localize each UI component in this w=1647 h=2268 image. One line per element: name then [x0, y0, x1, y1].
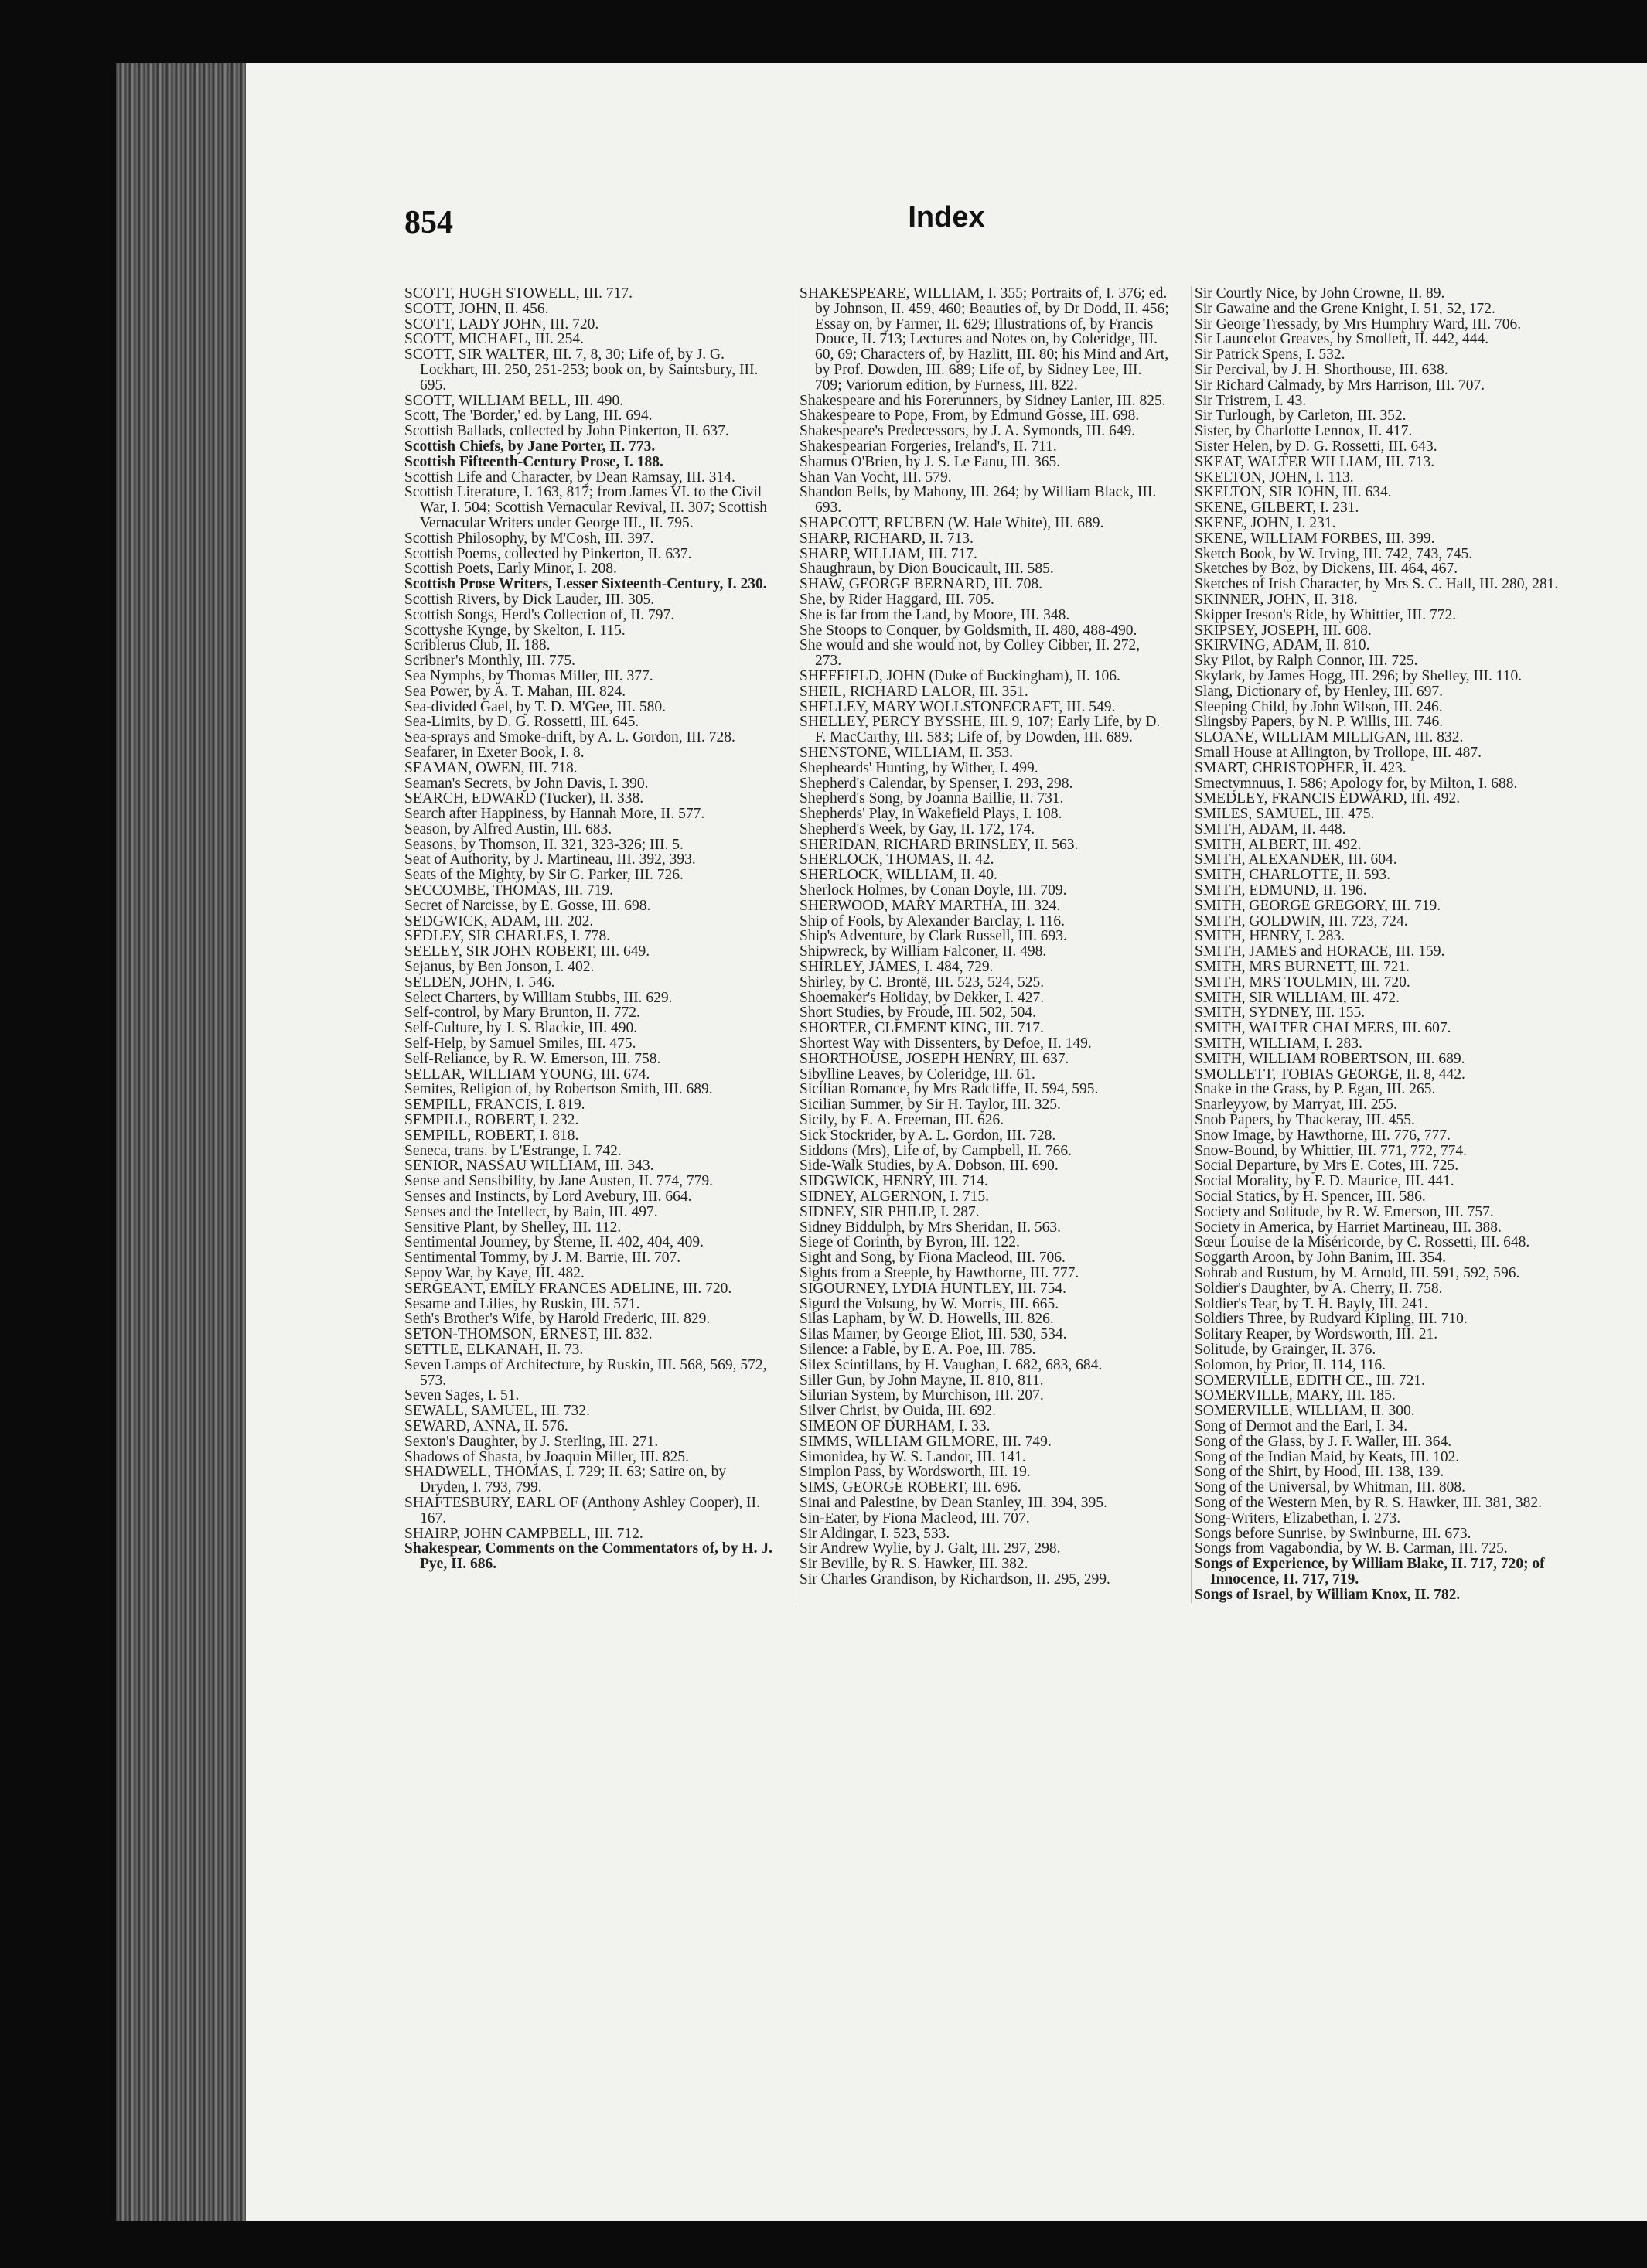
- index-entry: Self-Culture, by J. S. Blackie, III. 490.: [404, 1020, 638, 1037]
- index-entry: Seaman's Secrets, by John Davis, I. 390.: [404, 775, 649, 792]
- index-entry: Scottish Fifteenth-Century Prose, I. 188.: [404, 453, 663, 470]
- index-entry: SHAW, GEORGE BERNARD, III. 708.: [800, 576, 1043, 593]
- index-entry: SEMPILL, ROBERT, I. 232.: [404, 1112, 579, 1129]
- index-entry: Snow-Bound, by Whittier, III. 771, 772, 774.: [1195, 1142, 1467, 1159]
- index-entry: Sketches of Irish Character, by Mrs S. C. Hall, III. 280, 281.: [1195, 576, 1559, 593]
- index-entry: She would and she would not, by Colley Cibber, II. 272, 273.: [800, 637, 1141, 670]
- index-entry: Siller Gun, by John Mayne, II. 810, 811.: [800, 1372, 1044, 1389]
- index-entry: SIDGWICK, HENRY, III. 714.: [800, 1173, 988, 1190]
- index-entry: Snow Image, by Hawthorne, III. 776, 777.: [1195, 1127, 1451, 1144]
- index-entry: Senses and the Intellect, by Bain, III. 497.: [404, 1203, 658, 1220]
- index-entry: Shepherd's Week, by Gay, II. 172, 174.: [800, 820, 1035, 837]
- index-entry: Sicilian Summer, by Sir H. Taylor, III. 325.: [800, 1096, 1061, 1114]
- index-entry: Sinai and Palestine, by Dean Stanley, III. 394, 395.: [800, 1494, 1107, 1511]
- index-entry: SHARP, WILLIAM, III. 717.: [800, 545, 977, 562]
- index-entry: Scottish Songs, Herd's Collection of, II. 797.: [404, 606, 675, 623]
- index-entry: Shakespear, Comments on the Commentators of, by H. J. Pye, II. 686.: [404, 1540, 772, 1573]
- index-entry: Silver Christ, by Ouida, III. 692.: [800, 1403, 997, 1420]
- index-entry: Seat of Authority, by J. Martineau, III. 392, 393.: [404, 851, 696, 868]
- index-entry: Sicilian Romance, by Mrs Radcliffe, II. 594, 595.: [800, 1081, 1099, 1098]
- index-entry: SIMMS, WILLIAM GILMORE, III. 749.: [800, 1433, 1052, 1450]
- index-entry: SMITH, ALEXANDER, III. 604.: [1195, 851, 1397, 868]
- index-entry: SHERWOOD, MARY MARTHA, III. 324.: [800, 897, 1061, 914]
- index-entry: Sister Helen, by D. G. Rossetti, III. 643.: [1195, 438, 1437, 455]
- index-entry: SHEIL, RICHARD LALOR, III. 351.: [800, 683, 1028, 700]
- index-entry: SEDGWICK, ADAM, III. 202.: [404, 912, 594, 929]
- index-entry: Sleeping Child, by John Wilson, III. 246.: [1195, 698, 1443, 715]
- index-entry: Sense and Sensibility, by Jane Austen, II. 774, 779.: [404, 1173, 713, 1190]
- index-entry: SKENE, WILLIAM FORBES, III. 399.: [1195, 530, 1435, 547]
- index-entry: Sea-Limits, by D. G. Rossetti, III. 645.: [404, 714, 639, 731]
- index-entry: Solitary Reaper, by Wordsworth, III. 21.: [1195, 1326, 1438, 1343]
- index-entry: Siddons (Mrs), Life of, by Campbell, II. 766.: [800, 1142, 1072, 1159]
- index-entry: SEMPILL, ROBERT, I. 818.: [404, 1127, 579, 1144]
- index-entry: She is far from the Land, by Moore, III. 348.: [800, 606, 1070, 623]
- index-entry: Song of the Shirt, by Hood, III. 138, 139.: [1195, 1464, 1444, 1481]
- index-entry: SEELEY, SIR JOHN ROBERT, III. 649.: [404, 943, 650, 960]
- index-entry: SOMERVILLE, MARY, III. 185.: [1195, 1387, 1396, 1404]
- index-entry: Song of the Western Men, by R. S. Hawker, III. 381, 382.: [1195, 1494, 1542, 1511]
- index-entry: SMITH, ADAM, II. 448.: [1195, 820, 1346, 837]
- index-entry: Silas Marner, by George Eliot, III. 530, 534.: [800, 1326, 1067, 1343]
- index-entry: SKIRVING, ADAM, II. 810.: [1195, 637, 1370, 654]
- index-page: [246, 63, 1647, 2221]
- index-entry: She Stoops to Conquer, by Goldsmith, II. 480, 488-490.: [800, 622, 1137, 639]
- index-entry: Shirley, by C. Brontë, III. 523, 524, 525.: [800, 974, 1045, 991]
- index-entry: Sensitive Plant, by Shelley, III. 112.: [404, 1219, 622, 1236]
- index-entry: Sin-Eater, by Fiona Macleod, III. 707.: [800, 1509, 1030, 1526]
- index-entry: SMITH, HENRY, I. 283.: [1195, 928, 1345, 945]
- index-column-3: [1191, 286, 1564, 1603]
- index-entry: Sea Nymphs, by Thomas Miller, III. 377.: [404, 667, 653, 684]
- index-entry: Self-Help, by Samuel Smiles, III. 475.: [404, 1035, 636, 1052]
- index-entry: Select Charters, by William Stubbs, III. 629.: [404, 989, 673, 1006]
- index-entry: Sea-divided Gael, by T. D. M'Gee, III. 580.: [404, 698, 666, 715]
- index-entry: SIMS, GEORGE ROBERT, III. 696.: [800, 1479, 1021, 1496]
- index-entry: Shipwreck, by William Falconer, II. 498.: [800, 943, 1047, 960]
- index-entry: SHERLOCK, THOMAS, II. 42.: [800, 851, 994, 868]
- index-entry: Seasons, by Thomson, II. 321, 323-326; III. 5.: [404, 836, 684, 853]
- index-entry: Senses and Instincts, by Lord Avebury, III. 664.: [404, 1189, 692, 1206]
- index-entry: She, by Rider Haggard, III. 705.: [800, 591, 994, 608]
- index-column-2: [796, 286, 1169, 1603]
- index-entry: Soldier's Daughter, by A. Cherry, II. 758.: [1195, 1280, 1443, 1297]
- index-entry: Sketches by Boz, by Dickens, III. 464, 467.: [1195, 561, 1458, 578]
- index-entry: SMITH, WILLIAM, I. 283.: [1195, 1035, 1362, 1052]
- index-entry: SELDEN, JOHN, I. 546.: [404, 974, 555, 991]
- index-entry: Scriblerus Club, II. 188.: [404, 637, 551, 654]
- index-entry: SHEFFIELD, JOHN (Duke of Buckingham), II. 106.: [800, 667, 1120, 684]
- index-entry: Sesame and Lilies, by Ruskin, III. 571.: [404, 1295, 640, 1312]
- index-entry: SKENE, GILBERT, I. 231.: [1195, 500, 1359, 517]
- index-entry: Sir Patrick Spens, I. 532.: [1195, 346, 1345, 363]
- index-entry: SHAPCOTT, REUBEN (W. Hale White), III. 689.: [800, 514, 1104, 531]
- index-entry: Society in America, by Harriet Martineau, III. 388.: [1195, 1219, 1502, 1236]
- index-entry: Shandon Bells, by Mahony, III. 264; by William Black, III. 693.: [800, 484, 1157, 517]
- index-entry: Seneca, trans. by L'Estrange, I. 742.: [404, 1142, 622, 1159]
- index-entry: Self-Reliance, by R. W. Emerson, III. 758.: [404, 1050, 661, 1067]
- index-entry: Scribner's Monthly, III. 775.: [404, 653, 576, 670]
- index-entry: Scottish Philosophy, by M'Cosh, III. 397.: [404, 530, 654, 547]
- index-entry: SLOANE, WILLIAM MILLIGAN, III. 832.: [1195, 729, 1464, 746]
- index-entry: Sir Charles Grandison, by Richardson, II. 295, 299.: [800, 1571, 1110, 1588]
- index-entry: Shakespearian Forgeries, Ireland's, II. 711.: [800, 438, 1057, 455]
- index-entry: SEMPILL, FRANCIS, I. 819.: [404, 1096, 585, 1114]
- index-entry: Sir Tristrem, I. 43.: [1195, 392, 1307, 409]
- index-entry: SMITH, MRS TOULMIN, III. 720.: [1195, 974, 1410, 991]
- index-entry: Seven Sages, I. 51.: [404, 1387, 520, 1404]
- index-entry: SHORTHOUSE, JOSEPH HENRY, III. 637.: [800, 1050, 1069, 1067]
- index-entry: Siege of Corinth, by Byron, III. 122.: [800, 1234, 1020, 1251]
- index-entry: SKINNER, JOHN, II. 318.: [1195, 591, 1358, 608]
- index-entry: Seafarer, in Exeter Book, I. 8.: [404, 744, 585, 761]
- index-entry: Sister, by Charlotte Lennox, II. 417.: [1195, 423, 1413, 440]
- index-entry: SHORTER, CLEMENT KING, III. 717.: [800, 1020, 1044, 1037]
- index-entry: SEWARD, ANNA, II. 576.: [404, 1417, 568, 1434]
- index-entry: SKELTON, SIR JOHN, III. 634.: [1195, 484, 1392, 501]
- index-entry: Shakespeare to Pope, From, by Edmund Gosse, III. 698.: [800, 408, 1140, 425]
- index-entry: SIGOURNEY, LYDIA HUNTLEY, III. 754.: [800, 1280, 1067, 1297]
- index-entry: SERGEANT, EMILY FRANCES ADELINE, III. 720.: [404, 1280, 732, 1297]
- index-entry: Sir Turlough, by Carleton, III. 352.: [1195, 408, 1407, 425]
- index-entry: Scott, The 'Border,' ed. by Lang, III. 694.: [404, 408, 653, 425]
- index-entry: Snarleyyow, by Marryat, III. 255.: [1195, 1096, 1397, 1114]
- index-entry: Sejanus, by Ben Jonson, I. 402.: [404, 959, 595, 976]
- index-entry: SCOTT, JOHN, II. 456.: [404, 300, 549, 317]
- index-entry: Songs of Israel, by William Knox, II. 782.: [1195, 1586, 1461, 1603]
- index-entry: Sea-sprays and Smoke-drift, by A. L. Gordon, III. 728.: [404, 729, 735, 746]
- index-entry: SCOTT, WILLIAM BELL, III. 490.: [404, 392, 624, 409]
- index-entry: SHAFTESBURY, EARL OF (Anthony Ashley Cooper), II. 167.: [404, 1494, 760, 1526]
- index-entry: SHIRLEY, JAMES, I. 484, 729.: [800, 959, 994, 976]
- index-entry: Soldier's Tear, by T. H. Bayly, III. 241.: [1195, 1295, 1428, 1312]
- index-entry: Sketch Book, by W. Irving, III. 742, 743, 745.: [1195, 545, 1473, 562]
- index-entry: SMITH, WILLIAM ROBERTSON, III. 689.: [1195, 1050, 1465, 1067]
- index-entry: SMITH, SIR WILLIAM, III. 472.: [1195, 989, 1400, 1006]
- book-page-edge: [116, 63, 247, 2221]
- index-entry: Silex Scintillans, by H. Vaughan, I. 682, 683, 684.: [800, 1356, 1103, 1373]
- index-entry: Ship of Fools, by Alexander Barclay, I. 116.: [800, 912, 1066, 929]
- index-entry: Seven Lamps of Architecture, by Ruskin, III. 568, 569, 572, 573.: [404, 1356, 767, 1389]
- index-entry: Sir Andrew Wylie, by J. Galt, III. 297, 298.: [800, 1540, 1061, 1557]
- index-entry: SIDNEY, SIR PHILIP, I. 287.: [800, 1203, 980, 1220]
- index-entry: Sidney Biddulph, by Mrs Sheridan, II. 563.: [800, 1219, 1061, 1236]
- index-entry: Sir Courtly Nice, by John Crowne, II. 89.: [1195, 285, 1445, 302]
- index-entry: Sir Richard Calmady, by Mrs Harrison, III. 707.: [1195, 377, 1485, 394]
- index-entry: Song of the Universal, by Whitman, III. 808.: [1195, 1479, 1466, 1496]
- index-entry: Silurian System, by Murchison, III. 207.: [800, 1387, 1044, 1404]
- index-entry: Simplon Pass, by Wordsworth, III. 19.: [800, 1464, 1031, 1481]
- index-entry: SETON-THOMSON, ERNEST, III. 832.: [404, 1326, 653, 1343]
- index-entry: SHELLEY, PERCY BYSSHE, III. 9, 107; Early Life, by D. F. MacCarthy, III. 583; Life of, by Dowden, III. 689.: [800, 714, 1161, 746]
- index-entry: Sicily, by E. A. Freeman, III. 626.: [800, 1112, 1004, 1129]
- index-entry: Sohrab and Rustum, by M. Arnold, III. 591, 592, 596.: [1195, 1265, 1520, 1281]
- index-entry: SMEDLEY, FRANCIS EDWARD, III. 492.: [1195, 790, 1461, 807]
- index-entry: Sepoy War, by Kaye, III. 482.: [404, 1265, 585, 1281]
- index-entry: Seth's Brother's Wife, by Harold Frederic, III. 829.: [404, 1311, 711, 1328]
- index-entry: SHERLOCK, WILLIAM, II. 40.: [800, 867, 997, 884]
- index-entry: Silas Lapham, by W. D. Howells, III. 826.: [800, 1311, 1054, 1328]
- index-entry: Scottish Poets, Early Minor, I. 208.: [404, 561, 617, 578]
- index-entry: Scottyshe Kynge, by Skelton, I. 115.: [404, 622, 626, 639]
- index-entry: Side-Walk Studies, by A. Dobson, III. 690.: [800, 1158, 1059, 1175]
- index-entry: SHARP, RICHARD, II. 713.: [800, 530, 974, 547]
- index-entry: SECCOMBE, THOMAS, III. 719.: [404, 882, 613, 899]
- index-entry: SKEAT, WALTER WILLIAM, III. 713.: [1195, 453, 1435, 470]
- index-entry: Slang, Dictionary of, by Henley, III. 697.: [1195, 683, 1443, 700]
- index-entry: Social Statics, by H. Spencer, III. 586.: [1195, 1189, 1426, 1206]
- index-entry: Songs before Sunrise, by Swinburne, III. 673.: [1195, 1525, 1471, 1542]
- index-entry: Sigurd the Volsung, by W. Morris, III. 665.: [800, 1295, 1059, 1312]
- index-entry: Songs from Vagabondia, by W. B. Carman, III. 725.: [1195, 1540, 1508, 1557]
- index-entry: Shepherds' Play, in Wakefield Plays, I. 108.: [800, 806, 1062, 823]
- index-entry: Scottish Ballads, collected by John Pinkerton, II. 637.: [404, 423, 729, 440]
- index-entry: Scottish Prose Writers, Lesser Sixteenth-Century, I. 230.: [404, 576, 767, 593]
- index-entry: SMITH, WALTER CHALMERS, III. 607.: [1195, 1020, 1451, 1037]
- index-entry: Shadows of Shasta, by Joaquin Miller, III. 825.: [404, 1448, 690, 1465]
- index-entry: SHAKESPEARE, WILLIAM, I. 355; Portraits of, I. 376; ed. by Johnson, II. 459, 460; Beauties of, by Dr Dodd, II. 456; Essay on, by Farmer, II. 629; Illustrations of, by Francis Douce, II. 713; Lectures and Notes on, by Coleridge, III. 60, 69; Characters of, by Hazlitt, III. 80; his Mind and Art, by Prof. Dowden, III. 689; Life of, by Sidney Lee, III. 709; Variorum edition, by Furness, III. 822.: [800, 285, 1169, 394]
- index-entry: Solitude, by Grainger, II. 376.: [1195, 1341, 1376, 1358]
- index-entry: Sir Gawaine and the Grene Knight, I. 51, 52, 172.: [1195, 300, 1495, 317]
- index-entry: Social Departure, by Mrs E. Cotes, III. 725.: [1195, 1158, 1459, 1175]
- index-entry: Scottish Life and Character, by Dean Ramsay, III. 314.: [404, 469, 735, 486]
- index-entry: SEWALL, SAMUEL, III. 732.: [404, 1403, 590, 1420]
- index-entry: Sir Launcelot Greaves, by Smollett, II. 442, 444.: [1195, 331, 1489, 348]
- index-entry: Soggarth Aroon, by John Banim, III. 354.: [1195, 1250, 1446, 1267]
- index-entry: Season, by Alfred Austin, III. 683.: [404, 820, 612, 837]
- index-entry: SMITH, ALBERT, III. 492.: [1195, 836, 1362, 853]
- index-entry: Scottish Poems, collected by Pinkerton, II. 637.: [404, 545, 692, 562]
- index-entry: Simonidea, by W. S. Landor, III. 141.: [800, 1448, 1026, 1465]
- index-entry: Seats of the Mighty, by Sir G. Parker, III. 726.: [404, 867, 684, 884]
- index-entry: Shepheards' Hunting, by Wither, I. 499.: [800, 759, 1038, 776]
- index-entry: Sky Pilot, by Ralph Connor, III. 725.: [1195, 653, 1418, 670]
- index-entry: SELLAR, WILLIAM YOUNG, III. 674.: [404, 1066, 650, 1083]
- index-entry: Song of the Indian Maid, by Keats, III. 102.: [1195, 1448, 1460, 1465]
- index-entry: SIMEON OF DURHAM, I. 33.: [800, 1417, 991, 1434]
- index-entry: SCOTT, HUGH STOWELL, III. 717.: [404, 285, 633, 302]
- index-entry: Shakespeare's Predecessors, by J. A. Symonds, III. 649.: [800, 423, 1136, 440]
- index-entry: Soldiers Three, by Rudyard Kipling, III. 710.: [1195, 1311, 1468, 1328]
- index-entry: SCOTT, LADY JOHN, III. 720.: [404, 315, 599, 333]
- index-entry: Slingsby Papers, by N. P. Willis, III. 746.: [1195, 714, 1444, 731]
- index-entry: Skylark, by James Hogg, III. 296; by Shelley, III. 110.: [1195, 667, 1523, 684]
- index-entry: Short Studies, by Froude, III. 502, 504.: [800, 1004, 1037, 1021]
- index-entry: Sir Aldingar, I. 523, 533.: [800, 1525, 950, 1542]
- index-entry: Sœur Louise de la Miséricorde, by C. Rossetti, III. 648.: [1195, 1234, 1530, 1251]
- index-entry: Sentimental Journey, by Sterne, II. 402, 404, 409.: [404, 1234, 704, 1251]
- index-entry: Sight and Song, by Fiona Macleod, III. 706.: [800, 1250, 1066, 1267]
- index-entry: Shoemaker's Holiday, by Dekker, I. 427.: [800, 989, 1045, 1006]
- index-entry: SMITH, MRS BURNETT, III. 721.: [1195, 959, 1410, 976]
- index-entry: Sentimental Tommy, by J. M. Barrie, III. 707.: [404, 1250, 681, 1267]
- index-entry: SHERIDAN, RICHARD BRINSLEY, II. 563.: [800, 836, 1079, 853]
- index-entry: SMITH, EDMUND, II. 196.: [1195, 882, 1367, 899]
- index-entry: Solomon, by Prior, II. 114, 116.: [1195, 1356, 1386, 1373]
- index-entry: Sir George Tressady, by Mrs Humphry Ward, III. 706.: [1195, 315, 1522, 333]
- index-entry: Song-Writers, Elizabethan, I. 273.: [1195, 1509, 1401, 1526]
- index-entry: Small House at Allington, by Trollope, III. 487.: [1195, 744, 1482, 761]
- index-entry: SEAMAN, OWEN, III. 718.: [404, 759, 578, 776]
- index-entry: SOMERVILLE, EDITH CE., III. 721.: [1195, 1372, 1425, 1389]
- page-number: 854: [404, 205, 453, 240]
- index-entry: Shan Van Vocht, III. 579.: [800, 469, 952, 486]
- index-entry: SMITH, JAMES and HORACE, III. 159.: [1195, 943, 1445, 960]
- index-entry: SMOLLETT, TOBIAS GEORGE, II. 8, 442.: [1195, 1066, 1465, 1083]
- index-entry: SKELTON, JOHN, I. 113.: [1195, 469, 1354, 486]
- index-entry: SKIPSEY, JOSEPH, III. 608.: [1195, 622, 1372, 639]
- index-entry: Song of the Glass, by J. F. Waller, III. 364.: [1195, 1433, 1452, 1450]
- index-entry: Sherlock Holmes, by Conan Doyle, III. 709.: [800, 882, 1067, 899]
- index-entry: Shakespeare and his Forerunners, by Sidney Lanier, III. 825.: [800, 392, 1166, 409]
- index-entry: Society and Solitude, by R. W. Emerson, III. 757.: [1195, 1203, 1494, 1220]
- index-entry: SENIOR, NASSAU WILLIAM, III. 343.: [404, 1158, 654, 1175]
- index-entry: Shepherd's Calendar, by Spenser, I. 293, 298.: [800, 775, 1073, 792]
- index-entry: SEDLEY, SIR CHARLES, I. 778.: [404, 928, 611, 945]
- index-entry: Shortest Way with Dissenters, by Defoe, II. 149.: [800, 1035, 1092, 1052]
- index-entry: SHENSTONE, WILLIAM, II. 353.: [800, 744, 1014, 761]
- index-entry: Sibylline Leaves, by Coleridge, III. 61.: [800, 1066, 1035, 1083]
- index-entry: Smectymnuus, I. 586; Apology for, by Milton, I. 688.: [1195, 775, 1518, 792]
- index-entry: Scottish Rivers, by Dick Lauder, III. 305.: [404, 591, 655, 608]
- index-entry: Snake in the Grass, by P. Egan, III. 265.: [1195, 1081, 1436, 1098]
- index-entry: SHELLEY, MARY WOLLSTONECRAFT, III. 549.: [800, 698, 1116, 715]
- index-entry: Shaughraun, by Dion Boucicault, III. 585.: [800, 561, 1054, 578]
- index-entry: Songs of Experience, by William Blake, II. 717, 720; of Innocence, II. 717, 719.: [1195, 1556, 1545, 1588]
- index-entry: SHADWELL, THOMAS, I. 729; II. 63; Satire on, by Dryden, I. 793, 799.: [404, 1464, 727, 1496]
- index-entry: Sights from a Steeple, by Hawthorne, III. 777.: [800, 1265, 1079, 1281]
- index-entry: Song of Dermot and the Earl, I. 34.: [1195, 1417, 1408, 1434]
- index-entry: Self-control, by Mary Brunton, II. 772.: [404, 1004, 640, 1021]
- index-entry: SMITH, GOLDWIN, III. 723, 724.: [1195, 912, 1408, 929]
- page-title: Index: [908, 201, 985, 234]
- index-entry: Search after Happiness, by Hannah More, II. 577.: [404, 806, 705, 823]
- index-entry: Semites, Religion of, by Robertson Smith, III. 689.: [404, 1081, 713, 1098]
- index-entry: Sexton's Daughter, by J. Sterling, III. 271.: [404, 1433, 659, 1450]
- index-entry: SMART, CHRISTOPHER, II. 423.: [1195, 759, 1407, 776]
- index-entry: SKENE, JOHN, I. 231.: [1195, 514, 1336, 531]
- index-entry: SETTLE, ELKANAH, II. 73.: [404, 1341, 584, 1358]
- index-entry: SMITH, GEORGE GREGORY, III. 719.: [1195, 897, 1441, 914]
- index-entry: Scottish Literature, I. 163, 817; from James VI. to the Civil War, I. 504; Scottish Vernacular Revival, II. 307; Scottish Vernacular Writers under George III., II. 795.: [404, 484, 767, 531]
- index-entry: Shamus O'Brien, by J. S. Le Fanu, III. 365.: [800, 453, 1061, 470]
- index-entry: Sea Power, by A. T. Mahan, III. 824.: [404, 683, 626, 700]
- index-entry: SMILES, SAMUEL, III. 475.: [1195, 806, 1375, 823]
- index-entry: SHAIRP, JOHN CAMPBELL, III. 712.: [404, 1525, 643, 1542]
- index-columns: [404, 286, 1564, 1603]
- index-entry: Sick Stockrider, by A. L. Gordon, III. 728.: [800, 1127, 1056, 1144]
- index-entry: SOMERVILLE, WILLIAM, II. 300.: [1195, 1403, 1415, 1420]
- index-entry: Ship's Adventure, by Clark Russell, III. 693.: [800, 928, 1067, 945]
- index-entry: SCOTT, SIR WALTER, III. 7, 8, 30; Life of, by J. G. Lockhart, III. 250, 251-253; book on, by Saintsbury, III. 695.: [404, 346, 759, 394]
- index-entry: SMITH, SYDNEY, III. 155.: [1195, 1004, 1366, 1021]
- index-entry: Skipper Ireson's Ride, by Whittier, III. 772.: [1195, 606, 1457, 623]
- index-entry: SMITH, CHARLOTTE, II. 593.: [1195, 867, 1390, 884]
- index-entry: Sir Percival, by J. H. Shorthouse, III. 638.: [1195, 361, 1448, 378]
- index-entry: SIDNEY, ALGERNON, I. 715.: [800, 1189, 990, 1206]
- index-column-1: [404, 286, 774, 1603]
- index-entry: Scottish Chiefs, by Jane Porter, II. 773.: [404, 438, 656, 455]
- index-entry: Silence: a Fable, by E. A. Poe, III. 785.: [800, 1341, 1036, 1358]
- index-entry: SCOTT, MICHAEL, III. 254.: [404, 331, 584, 348]
- index-entry: Shepherd's Song, by Joanna Baillie, II. 731.: [800, 790, 1064, 807]
- index-entry: Sir Beville, by R. S. Hawker, III. 382.: [800, 1556, 1028, 1573]
- index-entry: Social Morality, by F. D. Maurice, III. 441.: [1195, 1173, 1454, 1190]
- index-entry: SEARCH, EDWARD (Tucker), II. 338.: [404, 790, 644, 807]
- index-entry: Secret of Narcisse, by E. Gosse, III. 698.: [404, 897, 651, 914]
- index-entry: Snob Papers, by Thackeray, III. 455.: [1195, 1112, 1415, 1129]
